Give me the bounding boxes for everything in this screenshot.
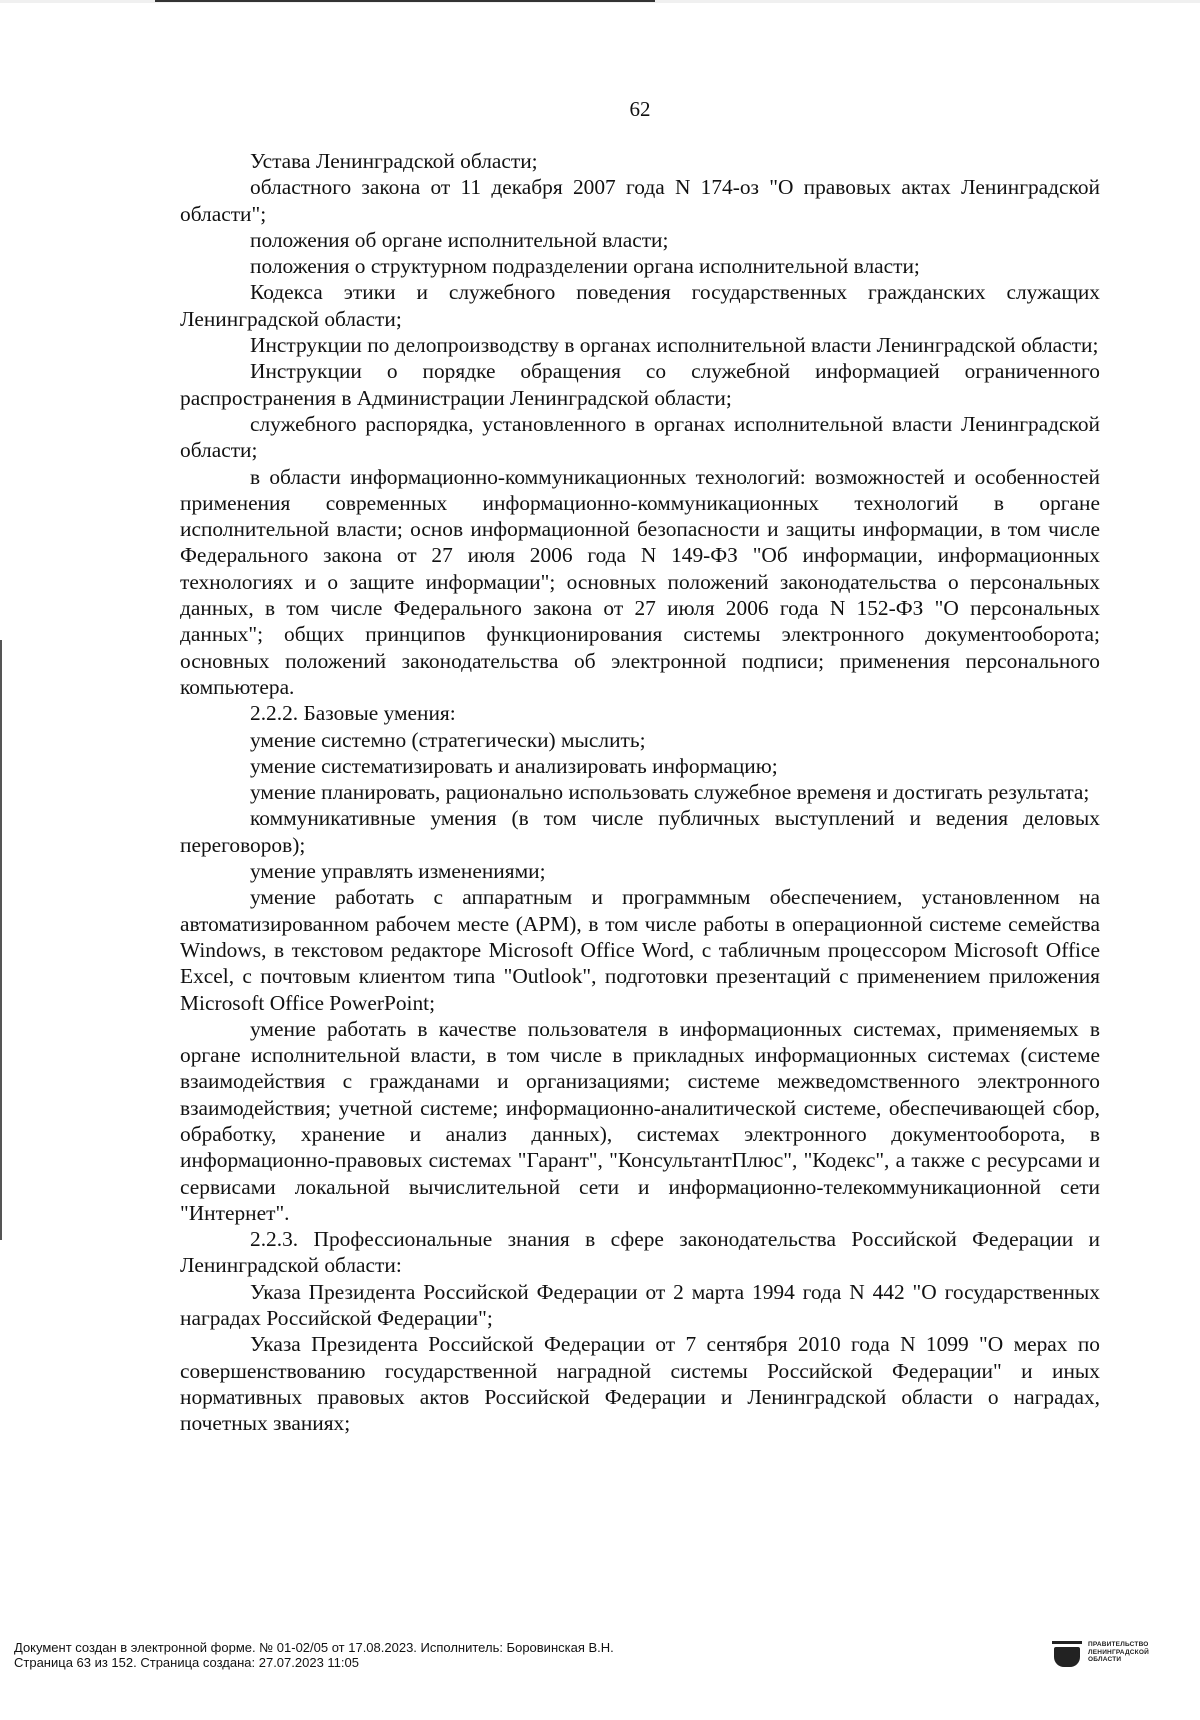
logo-text: ПРАВИТЕЛЬСТВО ЛЕНИНГРАДСКОЙ ОБЛАСТИ — [1088, 1641, 1149, 1663]
paragraph: в области информационно-коммуникационных технологий: возможностей и особенностей применения современных информационно-коммуникационных технологий в органе исполнительной власти; основ информационной безопасности и защиты информации, в том числе Федерального закона от 27 июля 2006 года N 149-ФЗ "Об информации, информационных технологиях и о защите информации"; основных положений законодательства о персональных данных, в том числе Федерального закона от 27 июля 2006 года N 152-ФЗ "О персональных данных"; общих принципов функционирования системы электронного документооборота; основных положений законодательства об электронной подписи; применения персонального компьютера. — [180, 464, 1100, 699]
paragraph: умение системно (стратегически) мыслить; — [250, 727, 646, 752]
paragraph: Инструкции о порядке обращения со служебной информацией ограниченного распространения в Администрации Ленинградской области; — [180, 359, 1100, 410]
paragraph: областного закона от 11 декабря 2007 года N 174-оз "О правовых актах Ленинградской области"; — [180, 175, 1100, 226]
document-footer — [14, 1640, 614, 1670]
paragraph: умение работать с аппаратным и программным обеспечением, установленном на автоматизированном рабочем месте (АРМ), в том числе работы в операционной системе семейства Windows, в текстовом редакторе Microsoft Office Word, с табличным процессором Microsoft Office Excel, с почтовым клиентом типа "Outlook", подготовки презентаций с применением приложения Microsoft Office PowerPoint; — [180, 885, 1100, 1015]
top-scan-line — [155, 0, 655, 2]
paragraph: умение управлять изменениями; — [250, 859, 546, 884]
paragraph: умение систематизировать и анализировать информацию; — [250, 753, 778, 778]
government-logo — [1052, 1641, 1149, 1667]
footer-line-document: Документ создан в электронной форме. № 01-02/05 от 17.08.2023. Исполнитель: Боровинская В.Н. — [14, 1640, 614, 1655]
paragraph: коммуникативные умения (в том числе публичных выступлений и ведения деловых переговоров); — [180, 806, 1100, 857]
section-heading: 2.2.3. Профессиональные знания в сфере законодательства Российской Федерации и Ленинградской области: — [180, 1227, 1100, 1278]
paragraph: положения о структурном подразделении органа исполнительной власти; — [250, 254, 920, 279]
paragraph: служебного распорядка, установленного в органах исполнительной власти Ленинградской области; — [180, 411, 1100, 463]
paragraph: Устава Ленинградской области; — [250, 149, 538, 173]
coat-of-arms-icon — [1052, 1641, 1082, 1667]
document-body — [180, 148, 1100, 1437]
paragraph: умение планировать, рационально использовать служебное временя и достигать результата; — [250, 780, 1090, 805]
paragraph: Инструкции по делопроизводству в органах исполнительной власти Ленинградской области; — [250, 333, 1099, 358]
page-number: 62 — [629, 97, 651, 121]
paragraph: Указа Президента Российской Федерации от 2 марта 1994 года N 442 "О государственных наградах Российской Федерации"; — [180, 1279, 1100, 1331]
paragraph: положения об органе исполнительной власти; — [250, 227, 669, 252]
section-heading: 2.2.2. Базовые умения: — [250, 701, 456, 726]
left-scan-edge — [0, 640, 2, 1240]
paragraph: Указа Президента Российской Федерации от 7 сентября 2010 года N 1099 "О мерах по совершенствованию государственной наградной системы Российской Федерации" и иных нормативных правовых актов Российской Федерации и Ленинградской области о наградах, почетных званиях; — [180, 1332, 1100, 1436]
paragraph: Кодекса этики и служебного поведения государственных гражданских служащих Ленинградской области; — [180, 280, 1100, 331]
footer-line-page: Страница 63 из 152. Страница создана: 27.07.2023 11:05 — [14, 1655, 359, 1670]
paragraph: умение работать в качестве пользователя в информационных системах, применяемых в органе исполнительной власти, в том числе в прикладных информационных системах (системе взаимодействия с гражданами и организациями; системе межведомственного электронного взаимодействия; учетной системе; информационно-аналитической системе, обеспечивающей сбор, обработку, хранение и анализ данных), системах электронного документооборота, в информационно-правовых системах "Гарант", "КонсультантПлюс", "Кодекс", а также с ресурсами и сервисами локальной вычислительной сети и информационно-телекоммуникационной сети "Интернет". — [180, 1016, 1100, 1225]
